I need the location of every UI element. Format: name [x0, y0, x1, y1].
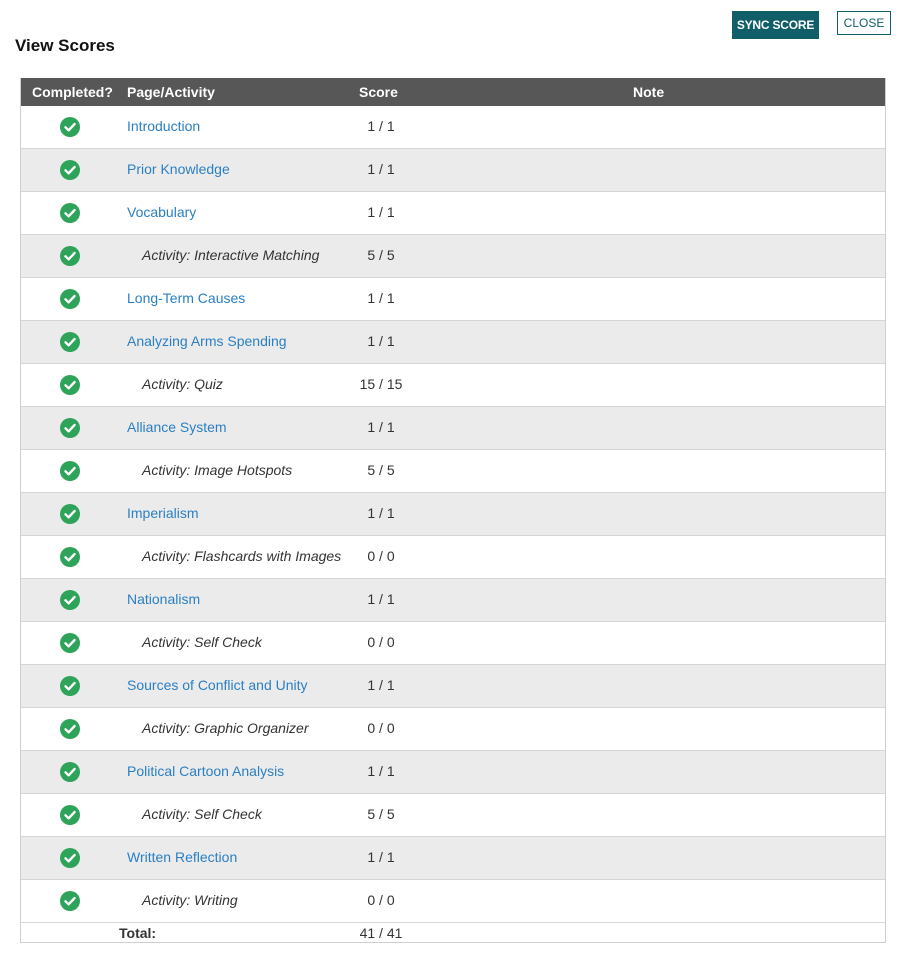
activity-label: Activity: Self Check [142, 806, 262, 822]
column-header-page-activity: Page/Activity [127, 84, 215, 100]
page-link[interactable]: Written Reflection [127, 849, 238, 865]
score-value: 5 / 5 [367, 806, 395, 822]
score-value: 0 / 0 [367, 720, 395, 736]
check-circle-icon [60, 203, 80, 223]
table-body [21, 106, 885, 923]
table-row [21, 278, 885, 321]
table-row [21, 364, 885, 407]
page-title: View Scores [15, 36, 115, 55]
total-row [21, 923, 885, 942]
score-value: 1 / 1 [367, 419, 395, 435]
activity-label: Activity: Flashcards with Images [142, 548, 342, 564]
page-link[interactable]: Prior Knowledge [127, 161, 230, 177]
score-value: 5 / 5 [367, 247, 395, 263]
check-circle-icon [60, 891, 80, 911]
table-header [21, 78, 885, 106]
table-row [21, 622, 885, 665]
table-row [21, 708, 885, 751]
check-circle-icon [60, 117, 80, 137]
check-circle-icon [60, 418, 80, 438]
total-value: 41 / 41 [359, 925, 403, 941]
table-row [21, 493, 885, 536]
activity-label: Activity: Writing [142, 892, 238, 908]
column-header-score: Score [359, 84, 398, 100]
check-circle-icon [60, 246, 80, 266]
table-row [21, 106, 885, 149]
table-row [21, 579, 885, 622]
score-value: 1 / 1 [367, 591, 395, 607]
check-circle-icon [60, 375, 80, 395]
page-link[interactable]: Imperialism [127, 505, 199, 521]
score-value: 1 / 1 [367, 763, 395, 779]
score-value: 1 / 1 [367, 204, 395, 220]
check-circle-icon [60, 676, 80, 696]
score-value: 0 / 0 [367, 892, 395, 908]
check-circle-icon [60, 805, 80, 825]
page-link[interactable]: Political Cartoon Analysis [127, 763, 285, 779]
scores-table [20, 78, 886, 943]
score-value: 1 / 1 [367, 290, 395, 306]
table-row [21, 536, 885, 579]
check-circle-icon [60, 461, 80, 481]
activity-label: Activity: Image Hotspots [142, 462, 293, 478]
table-row [21, 450, 885, 493]
check-circle-icon [60, 590, 80, 610]
check-circle-icon [60, 504, 80, 524]
table-row [21, 149, 885, 192]
table-row [21, 665, 885, 708]
score-value: 5 / 5 [367, 462, 395, 478]
page-link[interactable]: Analyzing Arms Spending [127, 333, 287, 349]
score-value: 0 / 0 [367, 548, 395, 564]
score-value: 15 / 15 [359, 376, 403, 392]
activity-label: Activity: Graphic Organizer [142, 720, 309, 736]
check-circle-icon [60, 719, 80, 739]
check-circle-icon [60, 762, 80, 782]
score-value: 0 / 0 [367, 634, 395, 650]
page-link[interactable]: Sources of Conflict and Unity [127, 677, 308, 693]
check-circle-icon [60, 332, 80, 352]
score-value: 1 / 1 [367, 505, 395, 521]
check-circle-icon [60, 289, 80, 309]
page-link[interactable]: Nationalism [127, 591, 201, 607]
table-row [21, 880, 885, 923]
page-link[interactable]: Alliance System [127, 419, 227, 435]
score-value: 1 / 1 [367, 849, 395, 865]
table-row [21, 321, 885, 364]
activity-label: Activity: Interactive Matching [142, 247, 320, 263]
score-value: 1 / 1 [367, 333, 395, 349]
score-value: 1 / 1 [367, 677, 395, 693]
table-row [21, 407, 885, 450]
check-circle-icon [60, 633, 80, 653]
page-link[interactable]: Long-Term Causes [127, 290, 246, 306]
table-row [21, 192, 885, 235]
activity-label: Activity: Self Check [142, 634, 262, 650]
total-label: Total: [119, 925, 157, 941]
table-row [21, 794, 885, 837]
column-header-note: Note [633, 84, 665, 100]
column-header-completed: Completed? [32, 84, 113, 100]
page-link[interactable]: Vocabulary [127, 204, 197, 220]
table-row [21, 235, 885, 278]
close-button[interactable]: CLOSE [837, 11, 891, 35]
score-value: 1 / 1 [367, 118, 395, 134]
page-link[interactable]: Introduction [127, 118, 201, 134]
check-circle-icon [60, 547, 80, 567]
sync-score-button[interactable]: SYNC SCORE [732, 11, 819, 39]
check-circle-icon [60, 848, 80, 868]
check-circle-icon [60, 160, 80, 180]
table-row [21, 751, 885, 794]
table-row [21, 837, 885, 880]
activity-label: Activity: Quiz [142, 376, 223, 392]
score-value: 1 / 1 [367, 161, 395, 177]
